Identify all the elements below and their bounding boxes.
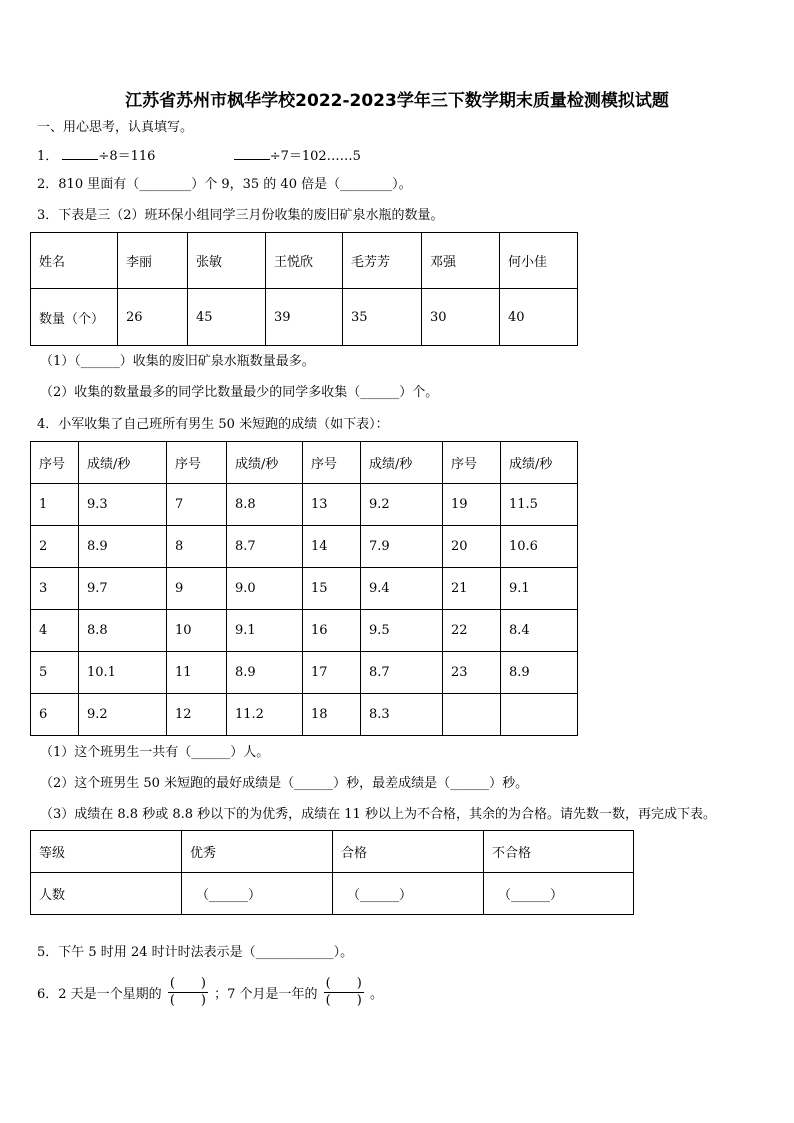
table-cell: 10.1: [79, 652, 167, 694]
table-cell: 5: [31, 652, 79, 694]
table-cell: 8.8: [227, 484, 303, 526]
q1-part-b: ÷7＝102……5: [269, 149, 361, 164]
table-cell: 14: [303, 526, 361, 568]
table-cell: 6: [31, 694, 79, 736]
q6-part-a: 6．2 天是一个星期的: [37, 987, 162, 1002]
table-cell: [501, 694, 578, 736]
table-cell: 8.9: [227, 652, 303, 694]
fraction-denominator: ( ): [325, 993, 362, 1008]
table-cell: 9.2: [361, 484, 443, 526]
table-cell: 9.5: [361, 610, 443, 652]
table-row: [31, 526, 578, 568]
table-cell: 姓名: [31, 233, 118, 289]
table-cell: 11.2: [227, 694, 303, 736]
answer-blank[interactable]: （______）: [333, 873, 484, 915]
answer-blank[interactable]: （______）: [484, 873, 634, 915]
table-cell: 优秀: [182, 831, 333, 873]
table-cell: 39: [266, 289, 343, 346]
table-cell: 11.5: [501, 484, 578, 526]
q3-sub-1: （1）（______）收集的废旧矿泉水瓶数量最多。: [40, 354, 315, 369]
table-cell: 不合格: [484, 831, 634, 873]
question-4: 4．小军收集了自己班所有男生 50 米短跑的成绩（如下表）：: [37, 417, 389, 432]
table-cell: 成绩/秒: [227, 442, 303, 484]
q4-sub-1: （1）这个班男生一共有（______）人。: [40, 745, 270, 760]
q6-part-b: ；7 个月是一年的: [214, 987, 318, 1002]
table-cell: 8.8: [79, 610, 167, 652]
table-cell: 16: [303, 610, 361, 652]
table-cell: 23: [443, 652, 501, 694]
question-2: 2．810 里面有（________）个 9，35 的 40 倍是（________）。: [37, 177, 412, 192]
table-cell: 成绩/秒: [79, 442, 167, 484]
table-cell: 9.4: [361, 568, 443, 610]
q1-blank-a[interactable]: [62, 146, 98, 160]
table-cell: 35: [343, 289, 422, 346]
fraction-denominator: ( ): [169, 993, 206, 1008]
page-title: 江苏省苏州市枫华学校2022-2023学年三下数学期末质量检测模拟试题: [125, 91, 669, 111]
table-cell: 合格: [333, 831, 484, 873]
table-cell: 18: [303, 694, 361, 736]
table-cell: 9.3: [79, 484, 167, 526]
question-6: [37, 976, 383, 1009]
q4-sub-2: （2）这个班男生 50 米短跑的最好成绩是（______）秒，最差成绩是（______）秒。: [40, 776, 529, 791]
section-heading: 一、用心思考，认真填写。: [37, 120, 194, 135]
table-cell: 邓强: [422, 233, 500, 289]
table-row: [31, 289, 578, 346]
table-cell: 4: [31, 610, 79, 652]
table-header-row: [31, 233, 578, 289]
grade-table: [30, 830, 634, 915]
table-cell: 王悦欣: [266, 233, 343, 289]
table-cell: 1: [31, 484, 79, 526]
q1-part-a: ÷8＝116: [98, 149, 156, 164]
table-cell: 9.1: [501, 568, 578, 610]
table-cell: 7.9: [361, 526, 443, 568]
table-cell: 9.0: [227, 568, 303, 610]
table-cell: 20: [443, 526, 501, 568]
q1-blank-b[interactable]: [234, 146, 270, 160]
table-cell: 13: [303, 484, 361, 526]
answer-blank[interactable]: （______）: [182, 873, 333, 915]
table-cell: 8.7: [227, 526, 303, 568]
table-row: [31, 568, 578, 610]
table-cell: 数量（个）: [31, 289, 118, 346]
bottle-table: [30, 232, 578, 346]
table-cell: 45: [188, 289, 266, 346]
q1-number: 1．: [37, 149, 59, 164]
table-cell: 9.2: [79, 694, 167, 736]
table-cell: 毛芳芳: [343, 233, 422, 289]
table-cell: 人数: [31, 873, 182, 915]
table-cell: 8.9: [79, 526, 167, 568]
table-cell: 8.4: [501, 610, 578, 652]
table-cell: 17: [303, 652, 361, 694]
table-cell: 张敏: [188, 233, 266, 289]
table-cell: 成绩/秒: [501, 442, 578, 484]
table-cell: 40: [500, 289, 578, 346]
table-cell: 成绩/秒: [361, 442, 443, 484]
table-cell: 22: [443, 610, 501, 652]
table-cell: 8.7: [361, 652, 443, 694]
table-cell: [443, 694, 501, 736]
table-cell: 8.3: [361, 694, 443, 736]
table-cell: 21: [443, 568, 501, 610]
table-row: [31, 873, 634, 915]
table-cell: 8: [167, 526, 227, 568]
question-3: 3．下表是三（2）班环保小组同学三月份收集的废旧矿泉水瓶的数量。: [37, 208, 444, 223]
table-header-row: [31, 442, 578, 484]
table-cell: 2: [31, 526, 79, 568]
table-cell: 10: [167, 610, 227, 652]
fraction-numerator: ( ): [325, 976, 362, 991]
table-row: [31, 484, 578, 526]
table-cell: 8.9: [501, 652, 578, 694]
table-cell: 30: [422, 289, 500, 346]
table-cell: 10.6: [501, 526, 578, 568]
table-header-row: [31, 831, 634, 873]
q3-sub-2: （2）收集的数量最多的同学比数量最少的同学多收集（______）个。: [40, 385, 439, 400]
fraction-numerator: ( ): [169, 976, 206, 991]
question-5: 5．下午 5 时用 24 时计时法表示是（____________）。: [37, 945, 354, 960]
table-row: [31, 694, 578, 736]
table-cell: 等级: [31, 831, 182, 873]
fraction-blank-1[interactable]: [168, 976, 208, 1009]
table-cell: 序号: [31, 442, 79, 484]
table-cell: 9.7: [79, 568, 167, 610]
table-cell: 序号: [303, 442, 361, 484]
table-cell: 序号: [167, 442, 227, 484]
table-cell: 19: [443, 484, 501, 526]
table-row: [31, 652, 578, 694]
table-cell: 15: [303, 568, 361, 610]
table-cell: 李丽: [118, 233, 188, 289]
q6-part-c: 。: [369, 987, 383, 1002]
table-cell: 12: [167, 694, 227, 736]
table-cell: 序号: [443, 442, 501, 484]
table-row: [31, 610, 578, 652]
sprint-table: [30, 441, 578, 736]
q4-sub-3: （3）成绩在 8.8 秒或 8.8 秒以下的为优秀，成绩在 11 秒以上为不合格，其余的为合格。请先数一数，再完成下表。: [40, 807, 716, 822]
table-cell: 11: [167, 652, 227, 694]
table-cell: 3: [31, 568, 79, 610]
table-cell: 9: [167, 568, 227, 610]
question-1: [37, 146, 361, 166]
table-cell: 26: [118, 289, 188, 346]
table-cell: 何小佳: [500, 233, 578, 289]
fraction-blank-2[interactable]: [324, 976, 364, 1009]
table-cell: 9.1: [227, 610, 303, 652]
table-cell: 7: [167, 484, 227, 526]
